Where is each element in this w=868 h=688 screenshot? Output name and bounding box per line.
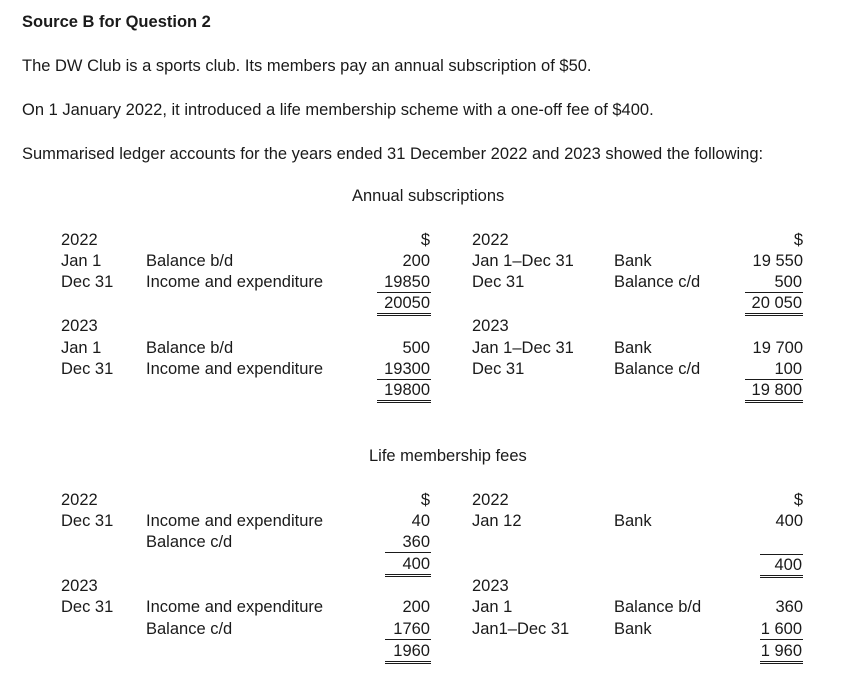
annual-credit-amount: 19 700	[752, 339, 803, 357]
source-heading: Source B for Question 2	[22, 13, 211, 31]
annual-credit-date: Jan 1–Dec 31	[472, 252, 574, 270]
intro-paragraph-1: The DW Club is a sports club. Its members pay an annual subscription of $50.	[22, 57, 592, 75]
life-credit-date: Jan 12	[472, 512, 522, 530]
annual-debit-details: Income and expenditure	[146, 360, 324, 378]
annual-subscriptions-title: Annual subscriptions	[352, 187, 505, 205]
annual-debit-currency: $	[420, 231, 430, 249]
annual-credit-date: Dec 31	[472, 360, 525, 378]
life-debit-date: Dec 31	[61, 598, 114, 616]
life-credit-amount: 1 600	[760, 620, 802, 638]
annual-debit-amount: 200	[402, 252, 430, 270]
life-credit-currency: $	[793, 491, 803, 509]
annual-debit-date: Dec 31	[61, 360, 114, 378]
life-debit-details: Income and expenditure	[146, 598, 324, 616]
annual-credit-year-2022: 2022	[472, 231, 509, 249]
life-credit-total-2023: 1 960	[760, 641, 803, 664]
annual-debit-amount: 500	[402, 339, 430, 357]
life-debit-details: Balance c/d	[146, 620, 233, 638]
intro-paragraph-3: Summarised ledger accounts for the years ended 31 December 2022 and 2023 showed the following:	[22, 145, 764, 163]
annual-debit-total-2023: 19800	[377, 380, 431, 403]
life-debit-amount: 200	[402, 598, 430, 616]
life-credit-details: Balance b/d	[614, 598, 702, 616]
annual-debit-details: Income and expenditure	[146, 273, 324, 291]
intro-paragraph-2: On 1 January 2022, it introduced a life membership scheme with a one-off fee of $400.	[22, 101, 654, 119]
life-credit-details: Bank	[614, 620, 652, 638]
life-debit-total-2022: 400	[385, 554, 431, 577]
life-credit-amount: 360	[775, 598, 803, 616]
annual-debit-total-2022: 20050	[377, 293, 431, 316]
life-credit-year-2022: 2022	[472, 491, 509, 509]
annual-credit-total-2022: 20 050	[745, 293, 803, 316]
life-debit-year-2023: 2023	[61, 577, 98, 595]
annual-credit-details: Balance c/d	[614, 360, 701, 378]
life-debit-date: Dec 31	[61, 512, 114, 530]
life-debit-amount: 1760	[385, 619, 431, 640]
annual-debit-amount: 19300	[377, 359, 431, 380]
life-debit-amount: 360	[385, 532, 431, 553]
annual-debit-date: Jan 1	[61, 339, 102, 357]
annual-credit-details: Bank	[614, 339, 652, 357]
annual-debit-date: Dec 31	[61, 273, 114, 291]
annual-debit-details: Balance b/d	[146, 339, 234, 357]
annual-credit-amount: 500	[745, 272, 803, 293]
life-credit-details: Bank	[614, 512, 652, 530]
life-membership-title: Life membership fees	[369, 447, 527, 465]
life-debit-year-2022: 2022	[61, 491, 98, 509]
annual-credit-date: Dec 31	[472, 273, 525, 291]
annual-credit-details: Bank	[614, 252, 652, 270]
annual-credit-amount: 19 550	[752, 252, 803, 270]
annual-credit-total-2023: 19 800	[745, 380, 803, 403]
annual-debit-amount: 19850	[377, 272, 431, 293]
annual-debit-date: Jan 1	[61, 252, 102, 270]
annual-debit-details: Balance b/d	[146, 252, 234, 270]
annual-credit-amount: 100	[745, 359, 803, 380]
life-credit-amount: 400	[775, 512, 803, 530]
life-debit-amount: 40	[411, 512, 430, 530]
life-credit-year-2023: 2023	[472, 577, 509, 595]
annual-debit-year-2022: 2022	[61, 231, 98, 249]
life-credit-total-2022: 400	[760, 554, 803, 578]
life-credit-date: Jan1–Dec 31	[472, 620, 570, 638]
annual-credit-year-2023: 2023	[472, 317, 509, 335]
annual-debit-year-2023: 2023	[61, 317, 98, 335]
annual-credit-date: Jan 1–Dec 31	[472, 339, 574, 357]
life-debit-currency: $	[420, 491, 430, 509]
life-debit-total-2023: 1960	[385, 641, 431, 664]
life-debit-details: Balance c/d	[146, 533, 233, 551]
annual-credit-currency: $	[793, 231, 803, 249]
life-credit-date: Jan 1	[472, 598, 513, 616]
life-debit-details: Income and expenditure	[146, 512, 324, 530]
annual-credit-details: Balance c/d	[614, 273, 701, 291]
